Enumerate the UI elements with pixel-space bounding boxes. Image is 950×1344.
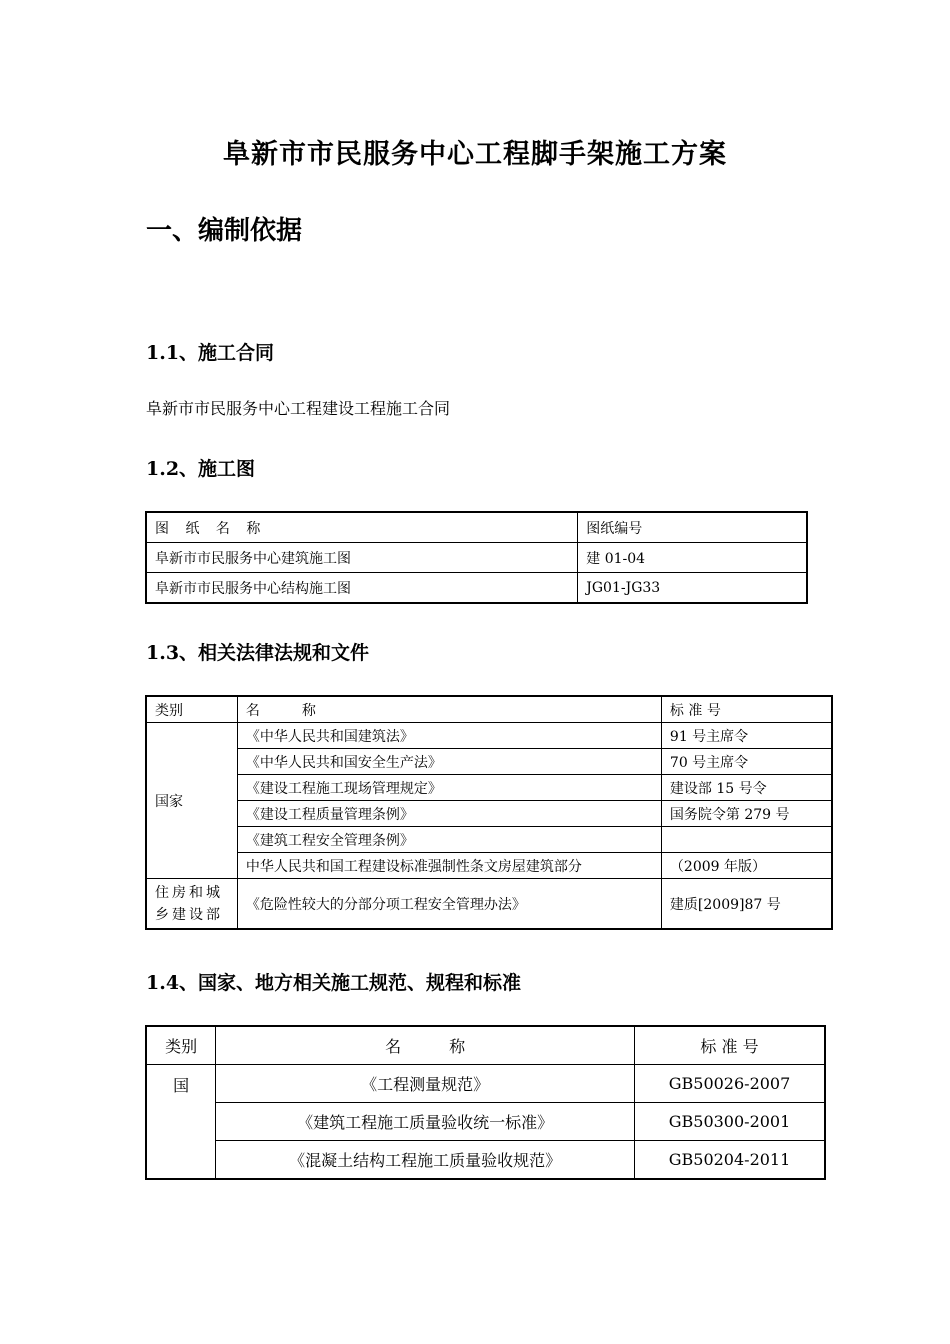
table-row xyxy=(146,775,832,801)
law-standard xyxy=(661,827,832,853)
drawing-name: 阜新市市民服务中心建筑施工图 xyxy=(146,543,578,573)
standard-code: GB50204-2011 xyxy=(635,1141,826,1180)
table-row xyxy=(146,723,832,749)
heading-1-1: 1.1、施工合同 xyxy=(146,342,275,364)
table-row xyxy=(146,1103,825,1141)
law-name: 《建设工程质量管理条例》 xyxy=(237,801,661,827)
category-national: 国家 xyxy=(146,723,237,879)
header-name: 名 称 xyxy=(216,1026,635,1065)
law-name: 《中华人民共和国建筑法》 xyxy=(237,723,661,749)
standard-name: 《建筑工程施工质量验收统一标准》 xyxy=(216,1103,635,1141)
drawing-code: JG01-JG33 xyxy=(578,573,807,604)
table-row xyxy=(146,543,807,573)
law-name: 《建设工程施工现场管理规定》 xyxy=(237,775,661,801)
standard-code: GB50300-2001 xyxy=(635,1103,826,1141)
table-header-row xyxy=(146,512,807,543)
heading-1-2: 1.2、施工图 xyxy=(146,458,256,480)
category-national: 国 xyxy=(146,1065,216,1180)
law-standard: 建质[2009]87 号 xyxy=(661,879,832,930)
table-row xyxy=(146,853,832,879)
table-row xyxy=(146,879,832,930)
header-standard: 标 准 号 xyxy=(635,1026,826,1065)
heading-1-3: 1.3、相关法律法规和文件 xyxy=(146,642,370,664)
table-row xyxy=(146,1065,825,1103)
law-standard: 国务院令第 279 号 xyxy=(661,801,832,827)
document-title: 阜新市市民服务中心工程脚手架施工方案 xyxy=(223,139,727,170)
drawing-name: 阜新市市民服务中心结构施工图 xyxy=(146,573,578,604)
law-standard: 建设部 15 号令 xyxy=(661,775,832,801)
section-heading-basis: 一、编制依据 xyxy=(146,216,303,246)
heading-1-4: 1.4、国家、地方相关施工规范、规程和标准 xyxy=(146,972,522,994)
category-ministry: 住房和城乡建设部 xyxy=(146,879,237,930)
table-row xyxy=(146,1141,825,1180)
header-drawing-code: 图纸编号 xyxy=(578,512,807,543)
header-category: 类别 xyxy=(146,1026,216,1065)
standard-name: 《混凝土结构工程施工质量验收规范》 xyxy=(216,1141,635,1180)
header-standard: 标 准 号 xyxy=(661,696,832,723)
law-standard: 91 号主席令 xyxy=(661,723,832,749)
standard-name: 《工程测量规范》 xyxy=(216,1065,635,1103)
standards-table xyxy=(145,1025,826,1180)
header-drawing-name: 图 纸 名 称 xyxy=(146,512,578,543)
table-row xyxy=(146,827,832,853)
law-name: 《危险性较大的分部分项工程安全管理办法》 xyxy=(237,879,661,930)
table-row xyxy=(146,573,807,604)
table-header-row xyxy=(146,1026,825,1065)
law-standard: （2009 年版） xyxy=(661,853,832,879)
drawings-table xyxy=(145,511,808,604)
law-name: 《建筑工程安全管理条例》 xyxy=(237,827,661,853)
header-category: 类别 xyxy=(146,696,237,723)
drawing-code: 建 01-04 xyxy=(578,543,807,573)
table-header-row xyxy=(146,696,832,723)
table-row xyxy=(146,801,832,827)
law-name: 中华人民共和国工程建设标准强制性条文房屋建筑部分 xyxy=(237,853,661,879)
law-name: 《中华人民共和国安全生产法》 xyxy=(237,749,661,775)
contract-text: 阜新市市民服务中心工程建设工程施工合同 xyxy=(146,399,451,418)
law-standard: 70 号主席令 xyxy=(661,749,832,775)
laws-table xyxy=(145,695,833,930)
standard-code: GB50026-2007 xyxy=(635,1065,826,1103)
table-row xyxy=(146,749,832,775)
header-name: 名 称 xyxy=(237,696,661,723)
